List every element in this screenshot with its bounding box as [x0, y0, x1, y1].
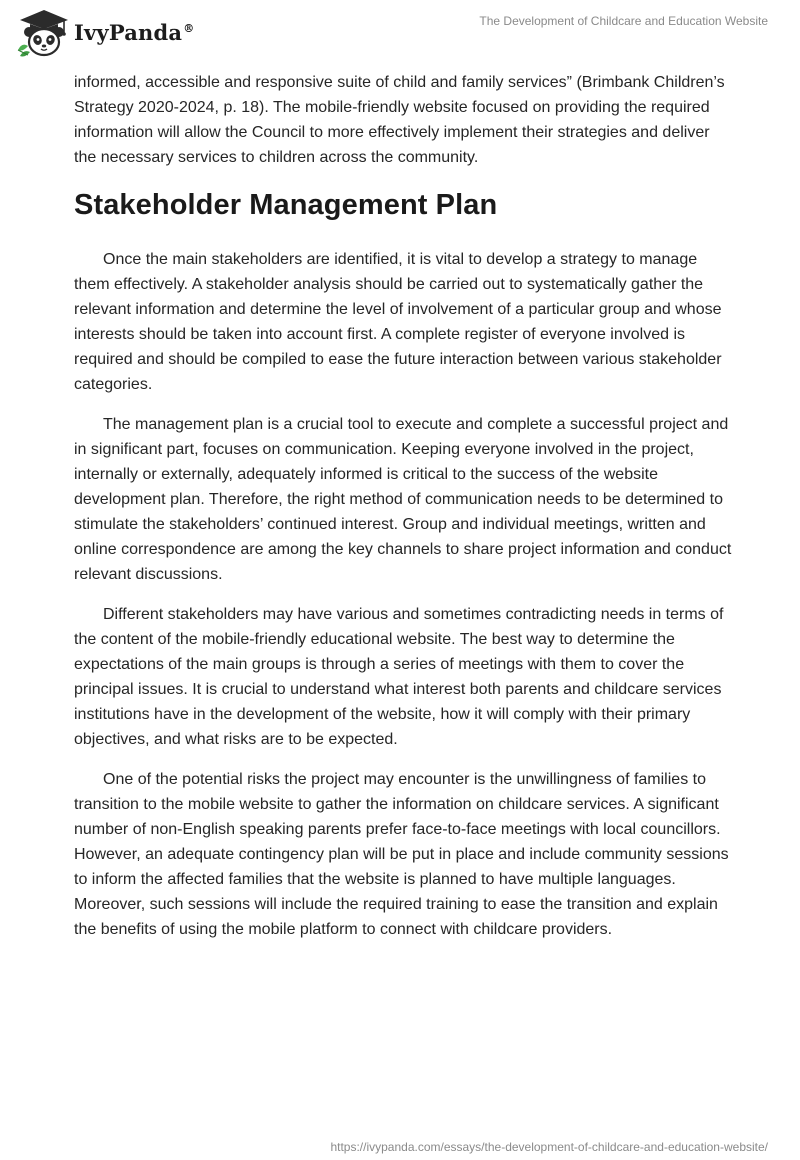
ivypanda-logo[interactable]: [14, 6, 194, 58]
essay-content: [74, 70, 734, 957]
panda-graduate-icon: [14, 6, 70, 58]
section-heading: Stakeholder Management Plan: [74, 189, 498, 221]
document-title: The Development of Childcare and Education Website: [479, 14, 768, 28]
body-paragraph: The management plan is a crucial tool to execute and complete a successful project and in significant part, focuses on communication. Keeping everyone involved in the project, internally or externally, adequately informed is critical to the success of the website development plan. Therefore, the right method of communication needs to be determined to stimulate the stakeholders’ continued interest. Group and individual meetings, written and online correspondence are among the key channels to share project information and conduct relevant discussions.: [74, 416, 732, 583]
body-paragraph: One of the potential risks the project may encounter is the unwillingness of families to transition to the mobile website to gather the information on childcare services. A significant number of non-English speaking parents prefer face-to-face meetings with local councillors. However, an adequate contingency plan will be put in place and include community sessions to inform the affected families that the website is planned to have multiple languages. Moreover, such sessions will include the required training to ease the transition and explain the benefits of using the mobile platform to connect with childcare providers.: [74, 771, 729, 938]
page-header: [0, 0, 800, 64]
intro-paragraph: informed, accessible and responsive suite of child and family services” (Brimbank Children’s Strategy 2020-2024, p. 18). The mobile-friendly website focused on providing the required information will allow the Council to more effectively implement their strategies and deliver the necessary services to children across the community.: [74, 74, 725, 166]
source-url-link[interactable]: https://ivypanda.com/essays/the-development-of-childcare-and-education-website/: [330, 1140, 768, 1154]
logo-wordmark: IvyPanda®: [74, 19, 195, 45]
body-paragraph: Different stakeholders may have various and sometimes contradicting needs in terms of the content of the mobile-friendly educational website. The best way to determine the expectations of the main groups is through a series of meetings with them to cover the principal issues. It is crucial to understand what interest both parents and childcare services institutions have in the development of the website, how it will comply with their primary objectives, and what risks are to be expected.: [74, 606, 724, 748]
body-paragraph: Once the main stakeholders are identified, it is vital to develop a strategy to manage them effectively. A stakeholder analysis should be carried out to systematically gather the relevant information and determine the level of involvement of a particular group and whose interests should be taken into account first. A complete register of everyone involved is required and should be compiled to ease the future interaction between various stakeholder categories.: [74, 251, 722, 393]
